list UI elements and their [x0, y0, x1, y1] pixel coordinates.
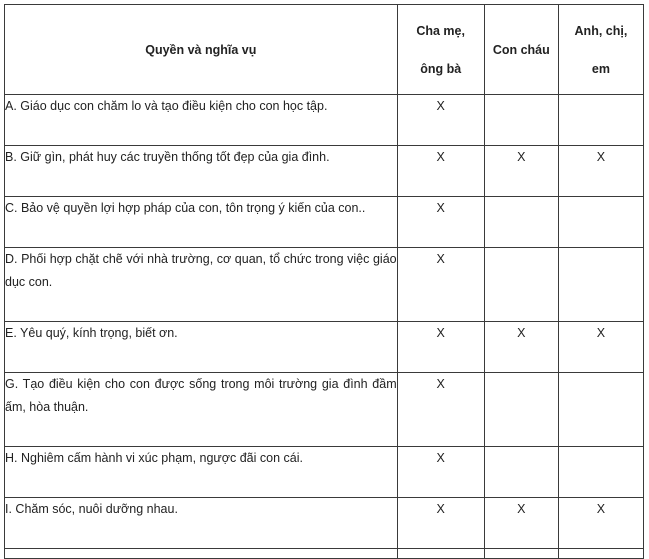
mark-parents: X [397, 322, 484, 373]
header-parents-line2: ông bà [420, 61, 462, 76]
table-row [5, 447, 644, 498]
mark-children [484, 95, 558, 146]
table-row [5, 322, 644, 373]
header-rights-label: Quyền và nghĩa vụ [145, 42, 257, 57]
mark-children [484, 197, 558, 248]
table-row [5, 248, 644, 322]
mark-children [484, 447, 558, 498]
mark-parents: X [397, 498, 484, 549]
table-row [5, 197, 644, 248]
table-row-partial [5, 549, 644, 559]
row-text: I. Chăm sóc, nuôi dưỡng nhau. [5, 498, 398, 549]
row-text: E. Yêu quý, kính trọng, biết ơn. [5, 322, 398, 373]
mark-siblings [558, 197, 643, 248]
row-text: C. Bảo vệ quyền lợi hợp pháp của con, tôn trọng ý kiến của con.. [5, 197, 398, 248]
header-siblings [558, 5, 643, 95]
mark-siblings: X [558, 498, 643, 549]
table-row [5, 95, 644, 146]
header-siblings-line2: em [591, 61, 610, 76]
mark-parents: X [397, 95, 484, 146]
mark-siblings [558, 447, 643, 498]
mark-siblings [558, 373, 643, 447]
partial-cell [558, 549, 643, 559]
partial-cell [5, 549, 398, 559]
mark-parents: X [397, 447, 484, 498]
mark-parents: X [397, 248, 484, 322]
header-siblings-line1: Anh, chị, [574, 23, 628, 38]
mark-parents: X [397, 146, 484, 197]
row-text: H. Nghiêm cấm hành vi xúc phạm, ngược đãi con cái. [5, 447, 398, 498]
header-children [484, 5, 558, 95]
header-parents-line1: Cha mẹ, [416, 23, 465, 38]
mark-siblings: X [558, 322, 643, 373]
mark-children: X [484, 146, 558, 197]
mark-siblings [558, 248, 643, 322]
row-text: D. Phối hợp chặt chẽ với nhà trường, cơ quan, tổ chức trong việc giáo dục con. [5, 248, 398, 322]
mark-parents: X [397, 197, 484, 248]
table-row [5, 146, 644, 197]
mark-siblings: X [558, 146, 643, 197]
header-children-label: Con cháu [492, 42, 550, 57]
header-parents [397, 5, 484, 95]
header-row [5, 5, 644, 95]
row-text: B. Giữ gìn, phát huy các truyền thống tốt đẹp của gia đình. [5, 146, 398, 197]
mark-siblings [558, 95, 643, 146]
rights-duties-table [4, 4, 644, 559]
row-text: A. Giáo dục con chăm lo và tạo điều kiện cho con học tập. [5, 95, 398, 146]
mark-children: X [484, 498, 558, 549]
mark-children [484, 373, 558, 447]
mark-children: X [484, 322, 558, 373]
partial-cell [397, 549, 484, 559]
header-rights [5, 5, 398, 95]
row-text: G. Tạo điều kiện cho con được sống trong môi trường gia đình đầm ấm, hòa thuận. [5, 373, 398, 447]
partial-cell [484, 549, 558, 559]
table-row [5, 498, 644, 549]
table-row [5, 373, 644, 447]
mark-children [484, 248, 558, 322]
mark-parents: X [397, 373, 484, 447]
